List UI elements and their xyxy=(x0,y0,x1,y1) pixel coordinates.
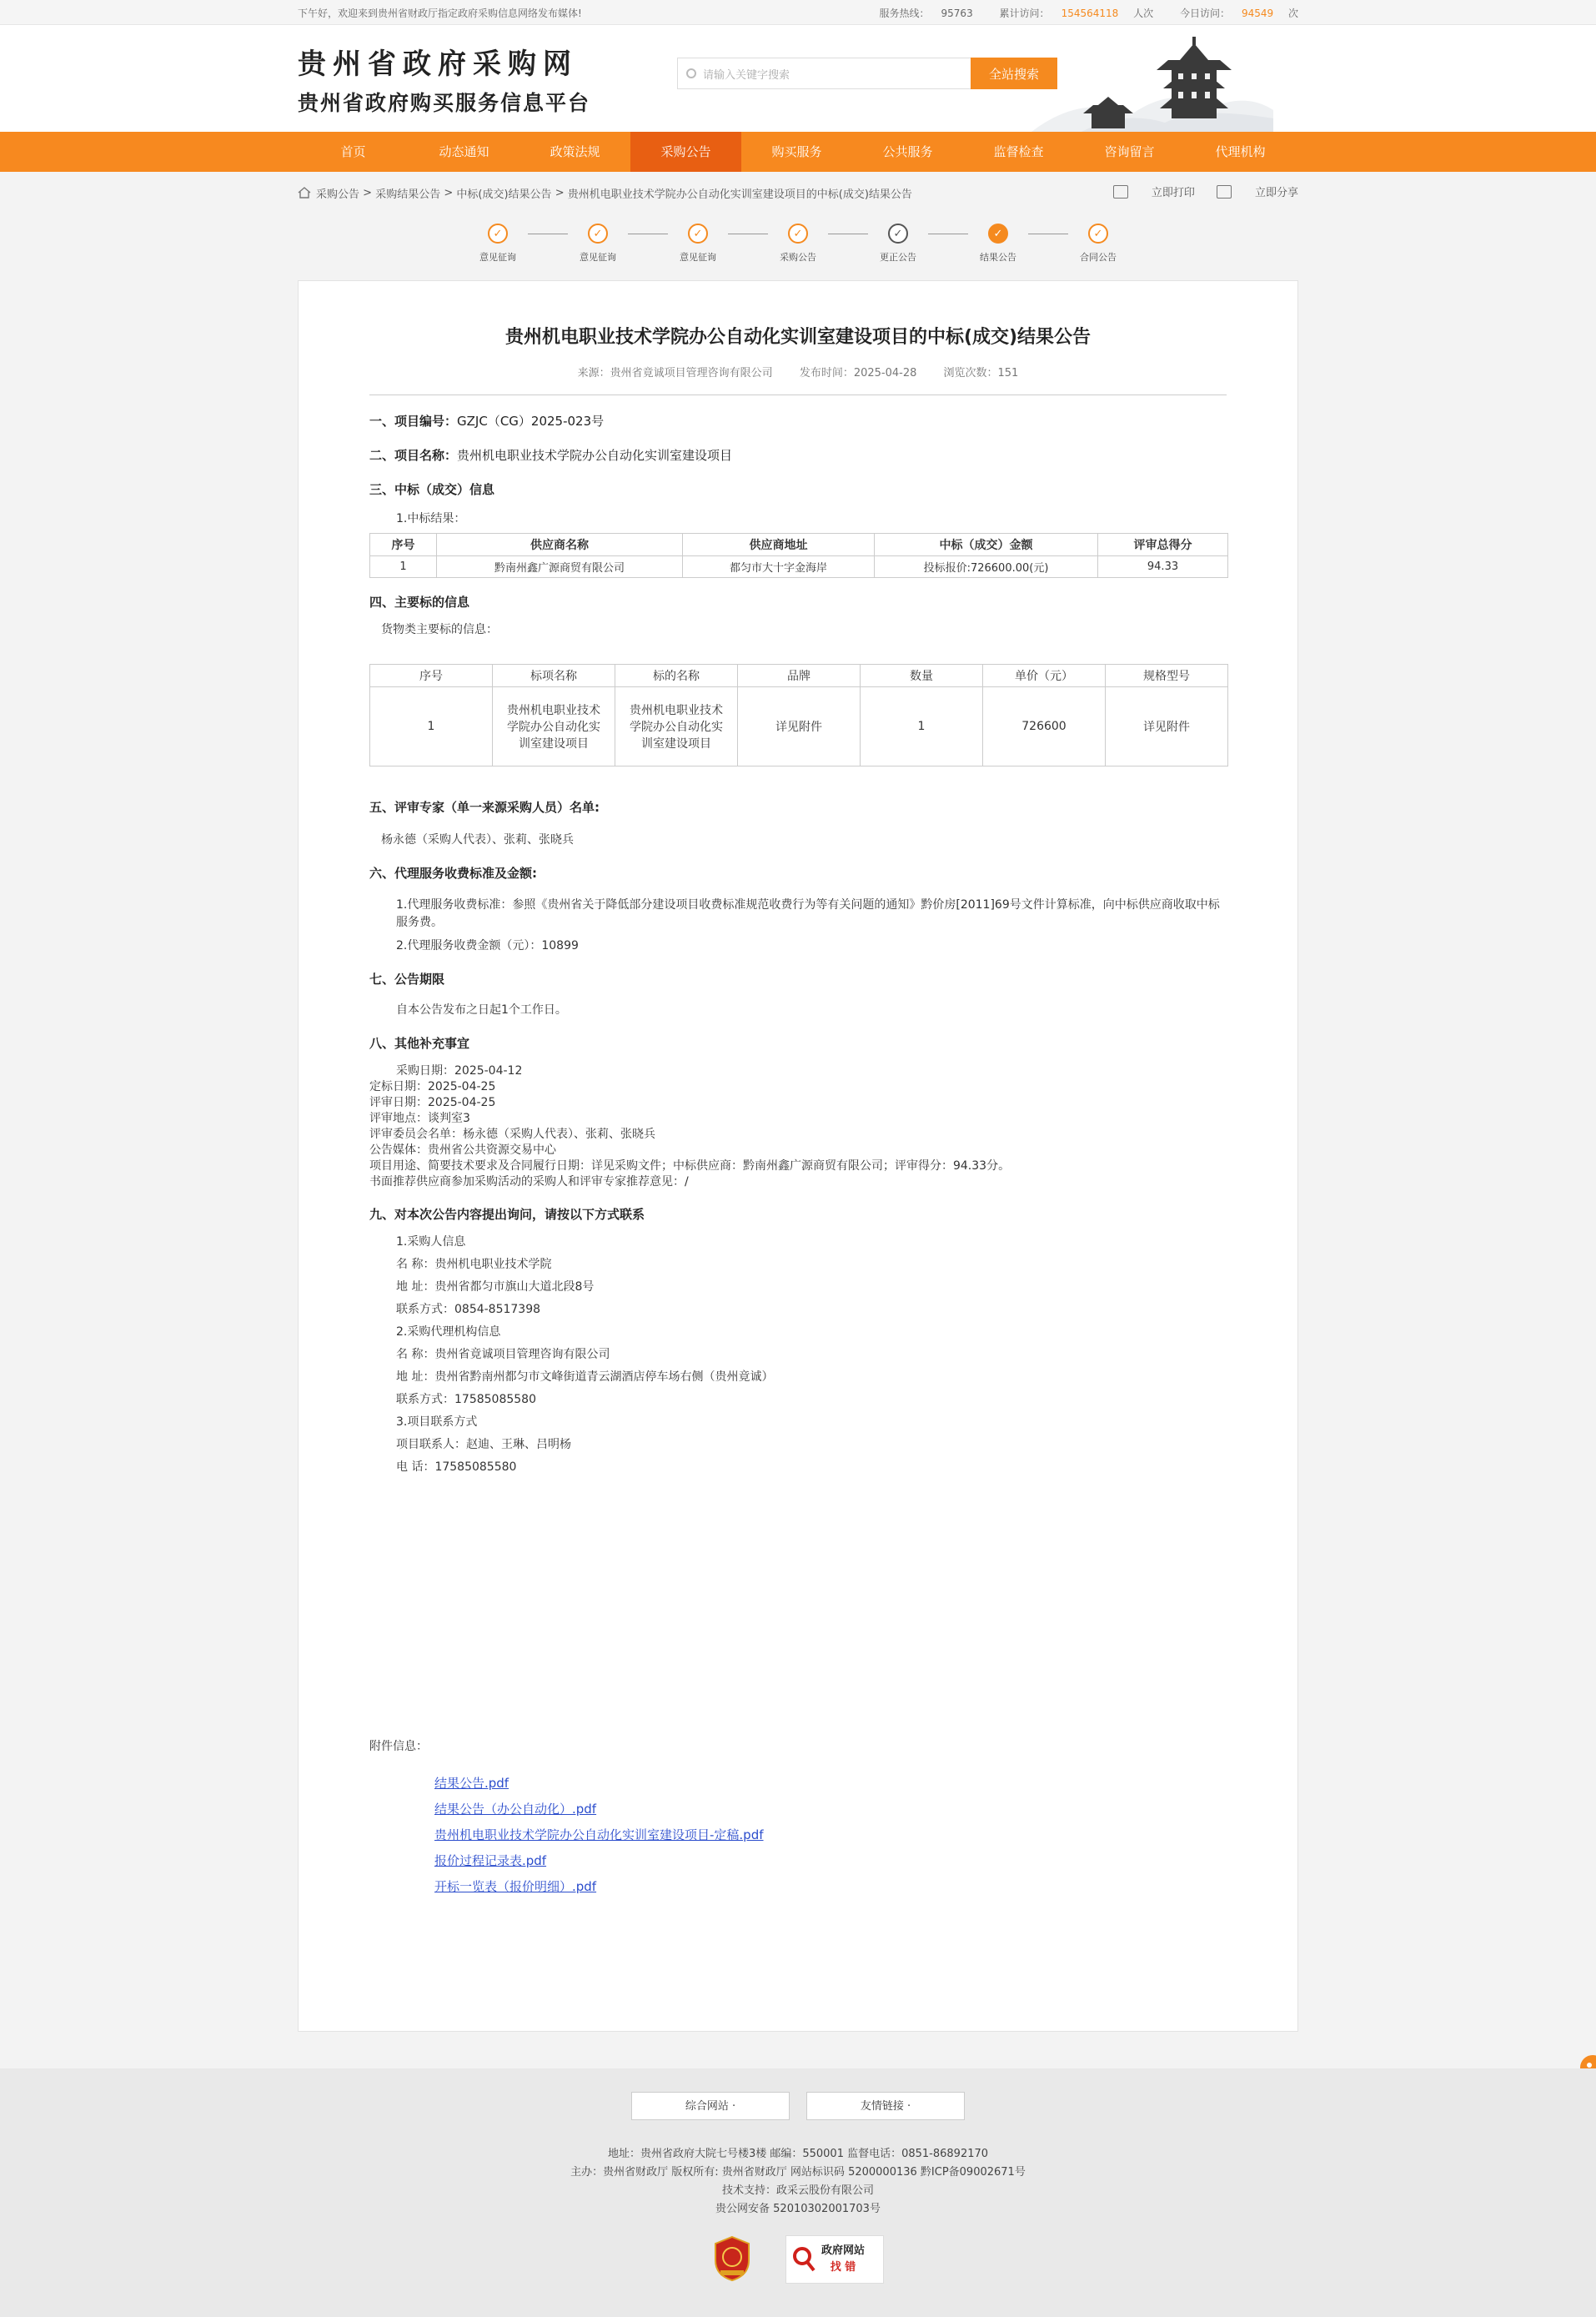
total-label: 累计访问： xyxy=(999,7,1050,19)
crumb-current: 贵州机电职业技术学院办公自动化实训室建设项目的中标(成交)结果公告 xyxy=(567,188,912,201)
table-cell: 1 xyxy=(370,556,437,578)
contact-line: 项目联系人：赵迪、王琳、吕明杨 xyxy=(396,1438,571,1451)
award-result-label: 1.中标结果： xyxy=(396,512,466,525)
footer-address: 地址：贵州省政府大院七号楼3楼 邮编：550001 监督电话：0851-86892170 xyxy=(607,2148,989,2160)
table-cell: 投标报价:726600.00(元) xyxy=(875,556,1098,578)
contact-line: 联系方式：0854-8517398 xyxy=(396,1303,541,1316)
top-bar xyxy=(0,0,1596,25)
step-label: 结果公告 xyxy=(980,252,1016,263)
check-icon: ✓ xyxy=(888,224,908,244)
site-footer xyxy=(0,2068,1596,2317)
section-3: 三、中标（成交）信息 xyxy=(369,482,495,497)
hotline-label: 服务热线： xyxy=(879,7,930,19)
step-consult-2[interactable] xyxy=(568,214,628,280)
experts-list: 杨永德（采购人代表）、张莉、张晓兵 xyxy=(381,833,574,847)
article-views: 浏览次数：151 xyxy=(943,367,1019,379)
section-2-label: 二、项目名称： xyxy=(369,448,458,463)
attachment-link[interactable]: 贵州机电职业技术学院办公自动化实训室建设项目-定稿.pdf xyxy=(434,1827,764,1842)
fee-amount: 2.代理服务收费金额（元）：10899 xyxy=(396,939,579,952)
attachment-link[interactable]: 报价过程记录表.pdf xyxy=(434,1853,547,1868)
nav-purchase-service[interactable]: 购买服务 xyxy=(771,144,822,159)
table-cell: 都匀市大十字金海岸 xyxy=(683,556,875,578)
step-label: 采购公告 xyxy=(780,252,816,263)
check-icon: ✓ xyxy=(1088,224,1108,244)
party-emblem-icon[interactable] xyxy=(712,2235,752,2282)
table-cell: 详见附件 xyxy=(1106,687,1228,766)
table-header: 标项名称 xyxy=(493,665,615,687)
award-table xyxy=(369,533,1228,578)
table-cell: 1 xyxy=(861,687,983,766)
article-card xyxy=(298,280,1298,2032)
table-cell: 贵州机电职业技术学院办公自动化实训室建设项目 xyxy=(493,687,615,766)
section-7: 七、公告期限 xyxy=(369,972,445,987)
table-cell: 1 xyxy=(370,687,493,766)
step-correction[interactable] xyxy=(868,214,928,280)
table-header: 规格型号 xyxy=(1106,665,1228,687)
info-line: 定标日期：2025-04-25 xyxy=(369,1080,496,1093)
attachments-title: 附件信息： xyxy=(369,1740,428,1753)
visit-stats xyxy=(856,6,1298,20)
contact-line: 2.采购代理机构信息 xyxy=(396,1325,501,1339)
info-line: 公告媒体：贵州省公共资源交易中心 xyxy=(369,1143,556,1157)
logo-title: 贵州省政府采购网 xyxy=(298,47,578,81)
section-5: 五、评审专家（单一来源采购人员）名单: xyxy=(369,800,600,815)
table-header: 标的名称 xyxy=(615,665,738,687)
table-header: 供应商地址 xyxy=(683,534,875,556)
printer-icon xyxy=(1113,185,1128,199)
project-name: 贵州机电职业技术学院办公自动化实训室建设项目 xyxy=(457,448,733,463)
nav-news[interactable]: 动态通知 xyxy=(439,144,489,159)
search-button[interactable]: 全站搜索 xyxy=(971,58,1057,89)
table-header: 单价（元） xyxy=(983,665,1106,687)
attachment-link[interactable]: 结果公告.pdf xyxy=(434,1776,509,1791)
nav-supervision[interactable]: 监督检查 xyxy=(993,144,1044,159)
contact-line: 地 址：贵州省都匀市旗山大道北段8号 xyxy=(396,1280,595,1294)
main-nav xyxy=(0,132,1596,172)
step-procurement[interactable] xyxy=(768,214,828,280)
general-sites-dropdown[interactable]: 综合网站 · xyxy=(631,2092,790,2120)
friend-links-dropdown[interactable]: 友情链接 · xyxy=(806,2092,965,2120)
supplementary-info xyxy=(369,1063,1227,1190)
logo-subtitle: 贵州省政府购买服务信息平台 xyxy=(298,90,591,115)
total-unit: 人次 xyxy=(1133,7,1154,19)
pagoda-illustration xyxy=(1031,35,1273,132)
attachments-list xyxy=(369,1771,1227,1900)
print-button[interactable] xyxy=(1113,183,1195,199)
nav-consult[interactable]: 咨询留言 xyxy=(1104,144,1155,159)
nav-agency[interactable]: 代理机构 xyxy=(1215,144,1266,159)
step-label: 意见征询 xyxy=(680,252,716,263)
contact-line: 地 址：贵州省黔南州都匀市文峰街道青云湖酒店停车场右侧（贵州竟诚） xyxy=(396,1370,774,1384)
badge-line-1: 政府网站 xyxy=(821,2244,866,2257)
contact-line: 1.采购人信息 xyxy=(396,1235,466,1249)
search-icon xyxy=(686,68,696,78)
article-source: 来源：贵州省竟诚项目管理咨询有限公司 xyxy=(577,367,773,379)
step-consult-1[interactable] xyxy=(468,214,528,280)
search-input[interactable] xyxy=(677,58,971,89)
goods-label: 货物类主要标的信息： xyxy=(381,623,498,636)
crumb-sep: > xyxy=(555,186,565,199)
table-cell: 726600 xyxy=(983,687,1106,766)
step-contract[interactable] xyxy=(1068,214,1128,280)
section-1-label: 一、项目编号： xyxy=(369,414,458,429)
table-row xyxy=(370,687,1228,766)
section-2 xyxy=(369,446,1227,464)
crumb-sep: > xyxy=(444,186,454,199)
qrcode-icon xyxy=(1217,185,1232,199)
contact-info xyxy=(369,1231,1227,1479)
project-number: GZJC（CG）2025-023号 xyxy=(457,414,605,429)
step-label: 意见征询 xyxy=(479,252,516,263)
footer-info xyxy=(0,2145,1596,2219)
contact-line: 名 称：贵州机电职业技术学院 xyxy=(396,1258,552,1271)
article-title: 贵州机电职业技术学院办公自动化实训室建设项目的中标(成交)结果公告 xyxy=(504,327,1092,348)
step-label: 合同公告 xyxy=(1080,252,1117,263)
check-icon: ✓ xyxy=(688,224,708,244)
section-8: 八、其他补充事宜 xyxy=(369,1036,470,1051)
gov-site-error-badge[interactable] xyxy=(785,2235,884,2284)
share-button[interactable] xyxy=(1217,183,1298,199)
site-search xyxy=(677,58,1057,89)
notice-period: 自本公告发布之日起1个工作日。 xyxy=(396,1003,567,1017)
nav-public-service[interactable]: 公共服务 xyxy=(882,144,933,159)
article-date: 发布时间：2025-04-28 xyxy=(799,367,917,379)
step-result[interactable] xyxy=(968,214,1028,280)
contact-line: 联系方式：17585085580 xyxy=(396,1393,536,1406)
goods-table xyxy=(369,664,1228,766)
search-placeholder: 请输入关键字搜索 xyxy=(703,68,790,82)
info-line: 评审日期：2025-04-25 xyxy=(369,1096,496,1109)
check-icon: ✓ xyxy=(588,224,608,244)
hotline-value: 95763 xyxy=(941,7,973,19)
total-visits: 154564118 xyxy=(1061,7,1119,19)
breadcrumb xyxy=(0,172,1596,214)
crumb-award[interactable]: 中标(成交)结果公告 xyxy=(456,188,552,201)
check-icon: ✓ xyxy=(488,224,508,244)
nav-procurement[interactable]: 采购公告 xyxy=(630,132,741,172)
info-line: 项目用途、简要技术要求及合同履行日期：详见采购文件；中标供应商：黔南州鑫广源商贸有限公司；评审得分：94.33分。 xyxy=(369,1159,1011,1173)
table-header: 中标（成交）金额 xyxy=(875,534,1098,556)
nav-policy[interactable]: 政策法规 xyxy=(550,144,600,159)
table-header: 序号 xyxy=(370,665,493,687)
today-label: 今日访问： xyxy=(1179,7,1230,19)
footer-host: 主办：贵州省财政厅 版权所有: 贵州省财政厅 网站标识码 5200000136 黔ICP备09002671号 技术支持：政采云股份有限公司 xyxy=(570,2166,1026,2197)
step-label: 更正公告 xyxy=(880,252,916,263)
crumb-result[interactable]: 采购结果公告 xyxy=(375,188,441,201)
table-header: 序号 xyxy=(370,534,437,556)
magnifier-icon xyxy=(791,2245,816,2274)
info-line: 采购日期：2025-04-12 xyxy=(396,1064,523,1078)
print-label: 立即打印 xyxy=(1151,187,1195,200)
nav-home[interactable]: 首页 xyxy=(340,144,366,159)
table-cell: 黔南州鑫广源商贸有限公司 xyxy=(437,556,683,578)
crumb-sep: > xyxy=(363,186,373,199)
process-steps xyxy=(0,214,1596,280)
check-icon: ✓ xyxy=(788,224,808,244)
check-icon: ✓ xyxy=(988,224,1008,244)
table-header: 品牌 xyxy=(738,665,861,687)
info-line: 评审委员会名单：杨永德（采购人代表）、张莉、张晓兵 xyxy=(369,1128,655,1141)
home-icon[interactable] xyxy=(298,187,311,199)
table-header: 供应商名称 xyxy=(437,534,683,556)
section-4: 四、主要标的信息 xyxy=(369,595,470,610)
contact-line: 电 话：17585085580 xyxy=(396,1460,517,1474)
badge-line-2: 找 错 xyxy=(830,2261,856,2274)
section-9: 九、对本次公告内容提出询问，请按以下方式联系 xyxy=(369,1207,645,1222)
fee-standard: 1.代理服务收费标准：参照《贵州省关于降低部分建设项目收费标准规范收费行为等有关问题的通知》黔价房[2011]69号文件计算标准，向中标供应商收取中标服务费。 xyxy=(396,898,1220,929)
table-cell: 94.33 xyxy=(1098,556,1228,578)
step-consult-3[interactable] xyxy=(668,214,728,280)
info-line: 评审地点：谈判室3 xyxy=(369,1112,470,1125)
table-row xyxy=(370,556,1228,578)
table-cell: 贵州机电职业技术学院办公自动化实训室建设项目 xyxy=(615,687,738,766)
table-header: 评审总得分 xyxy=(1098,534,1228,556)
table-cell: 详见附件 xyxy=(738,687,861,766)
footer-police: 贵公网安备 52010302001703号 xyxy=(715,2203,881,2215)
crumb-procurement[interactable]: 采购公告 xyxy=(316,188,360,201)
article-meta xyxy=(369,364,1227,395)
today-unit: 次 xyxy=(1287,7,1298,19)
section-6: 六、代理服务收费标准及金额: xyxy=(369,866,537,881)
contact-line: 3.项目联系方式 xyxy=(396,1415,478,1429)
today-visits: 94549 xyxy=(1241,7,1274,19)
contact-line: 名 称：贵州省竟诚项目管理咨询有限公司 xyxy=(396,1348,610,1361)
attachment-link[interactable]: 开标一览表（报价明细）.pdf xyxy=(434,1879,597,1894)
table-header: 数量 xyxy=(861,665,983,687)
site-header xyxy=(0,25,1596,132)
info-line: 书面推荐供应商参加采购活动的采购人和评审专家推荐意见：/ xyxy=(369,1175,689,1189)
greeting-text: 下午好，欢迎来到贵州省财政厅指定政府采购信息网络发布媒体! xyxy=(298,7,582,19)
step-label: 意见征询 xyxy=(580,252,616,263)
section-1 xyxy=(369,412,1227,430)
site-logo[interactable] xyxy=(298,41,665,117)
share-label: 立即分享 xyxy=(1254,187,1298,200)
attachment-link[interactable]: 结果公告（办公自动化）.pdf xyxy=(434,1802,597,1817)
